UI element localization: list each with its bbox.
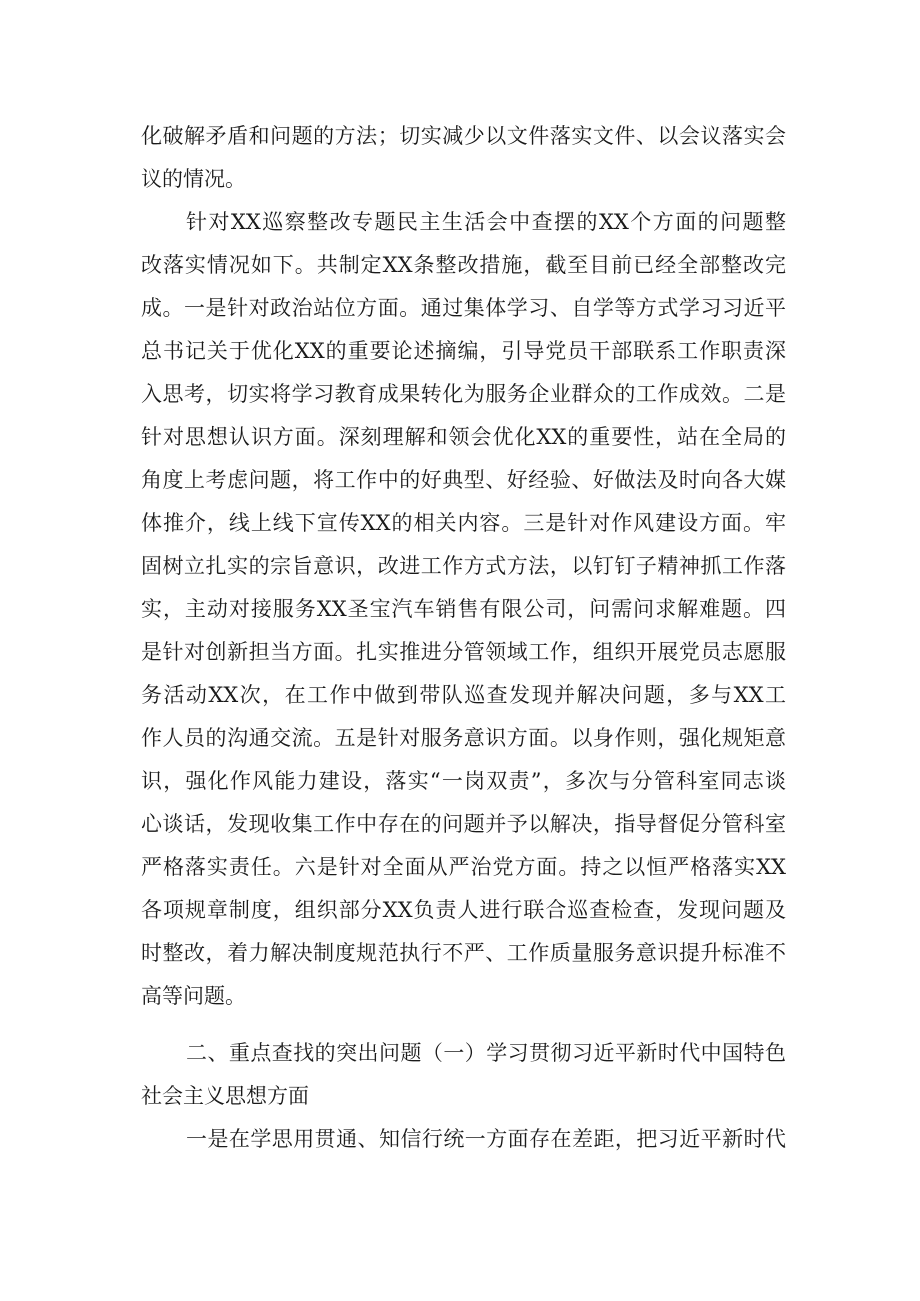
paragraph-2-line-16: 严格落实责任。六是针对全面从严治党方面。持之以恒严格落实XX bbox=[141, 855, 786, 879]
paragraph-2-line-7: 角度上考虑问题，将工作中的好典型、好经验、好做法及时向各大媒 bbox=[141, 468, 786, 492]
paragraph-2-line-2: 改落实情况如下。共制定XX条整改措施，截至目前已经全部整改完 bbox=[141, 253, 786, 277]
paragraph-2-line-13: 作人员的沟通交流。五是针对服务意识方面。以身作则，强化规矩意 bbox=[141, 726, 786, 750]
section-heading-line-1: 二、重点查找的突出问题（一）学习贯彻习近平新时代中国特色 bbox=[186, 1041, 786, 1065]
paragraph-2-line-19: 高等问题。 bbox=[141, 984, 246, 1008]
paragraph-2-line-8: 体推介，线上线下宣传XX的相关内容。三是针对作风建设方面。牢 bbox=[141, 511, 786, 535]
section-heading-line-2: 社会主义思想方面 bbox=[141, 1084, 309, 1108]
paragraph-2-line-18: 时整改，着力解决制度规范执行不严、工作质量服务意识提升标准不 bbox=[141, 941, 786, 965]
paragraph-2-line-10: 实，主动对接服务XX圣宝汽车销售有限公司，问需问求解难题。四 bbox=[141, 597, 786, 621]
paragraph-1-line-1: 化破解矛盾和问题的方法；切实减少以文件落实文件、以会议落实会 bbox=[141, 124, 786, 148]
paragraph-2-line-12: 务活动XX次，在工作中做到带队巡查发现并解决问题，多与XX工 bbox=[141, 683, 786, 707]
paragraph-2-line-11: 是针对创新担当方面。扎实推进分管领域工作，组织开展党员志愿服 bbox=[141, 640, 786, 664]
paragraph-2-line-6: 针对思想认识方面。深刻理解和领会优化XX的重要性，站在全局的 bbox=[141, 425, 786, 449]
paragraph-2-line-9: 固树立扎实的宗旨意识，改进工作方式方法，以钉钉子精神抓工作落 bbox=[141, 554, 786, 578]
paragraph-2-line-1: 针对XX巡察整改专题民主生活会中查摆的XX个方面的问题整 bbox=[186, 210, 786, 234]
paragraph-2-line-14: 识，强化作风能力建设，落实“一岗双责”，多次与分管科室同志谈 bbox=[141, 769, 786, 793]
paragraph-4-line-1: 一是在学思用贯通、知信行统一方面存在差距，把习近平新时代 bbox=[186, 1127, 786, 1151]
paragraph-2-line-4: 总书记关于优化XX的重要论述摘编，引导党员干部联系工作职责深 bbox=[141, 339, 786, 363]
paragraph-2-line-17: 各项规章制度，组织部分XX负责人进行联合巡查检查，发现问题及 bbox=[141, 898, 786, 922]
paragraph-2-line-5: 入思考，切实将学习教育成果转化为服务企业群众的工作成效。二是 bbox=[141, 382, 786, 406]
paragraph-2-line-3: 成。一是针对政治站位方面。通过集体学习、自学等方式学习习近平 bbox=[141, 296, 786, 320]
paragraph-2-line-15: 心谈话，发现收集工作中存在的问题并予以解决，指导督促分管科室 bbox=[141, 812, 786, 836]
paragraph-1-line-2: 议的情况。 bbox=[141, 167, 246, 191]
